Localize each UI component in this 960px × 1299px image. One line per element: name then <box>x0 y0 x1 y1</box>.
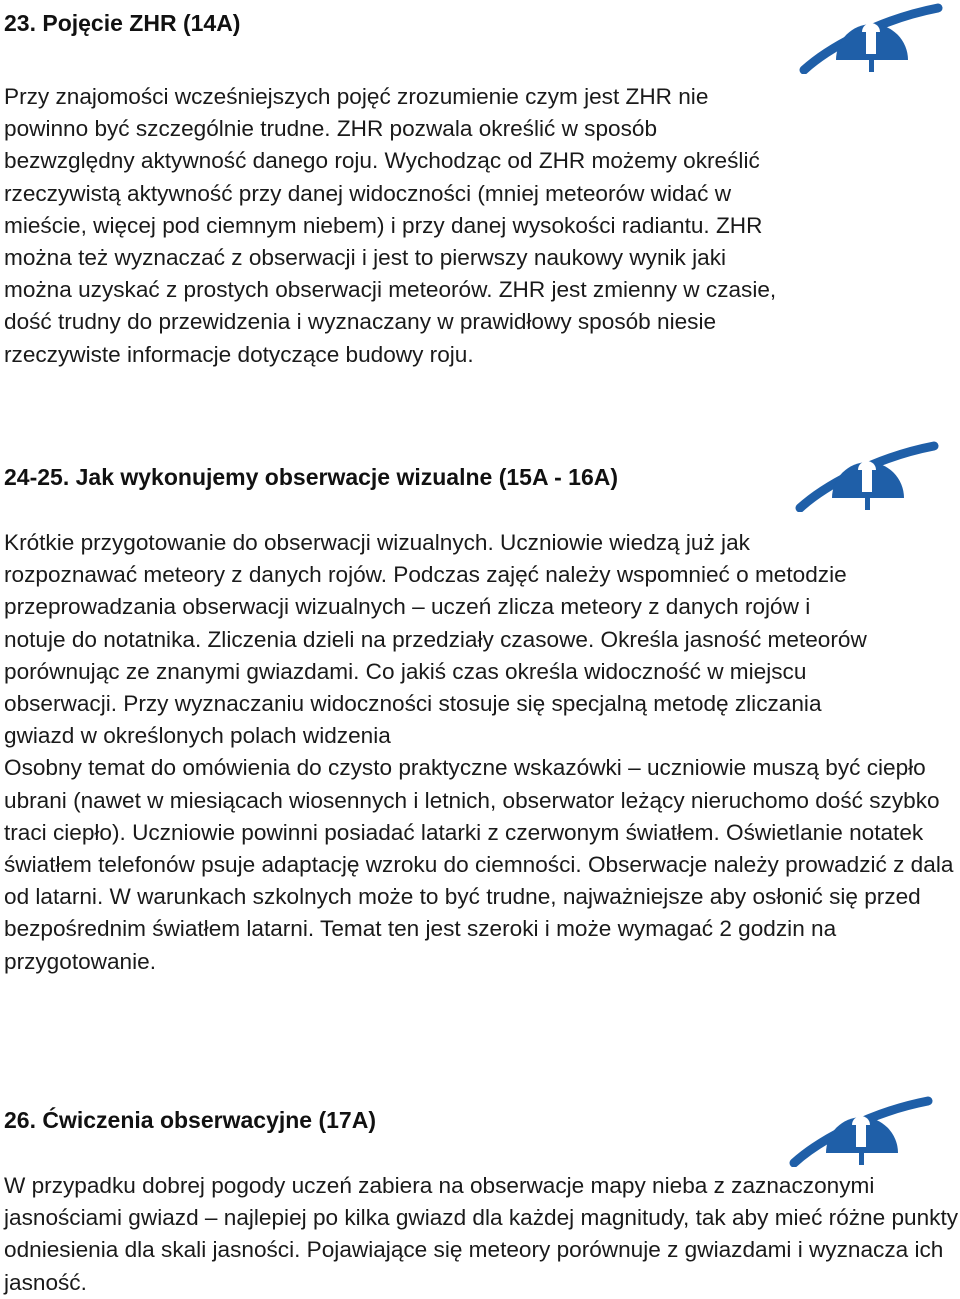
observatory-planet-logo-icon <box>786 1095 936 1167</box>
section-paragraph: Przy znajomości wcześniejszych pojęć zrozumienie czym jest ZHR nie powinno być szczególnie trudne. ZHR pozwala określić w sposób bezwzględny aktywność danego roju. Wychodząc od ZHR możemy określić rzeczywistą aktywność przy danej widoczności (mniej meteorów widać w mieście, więcej pod ciemnym niebem) i przy danej wysokości radiantu. ZHR można też wyznaczać z obserwacji i jest to pierwszy naukowy wynik jaki można uzyskać z prostych obserwacji meteorów. ZHR jest zmienny w czasie, dość trudny do przewidzenia i wyznaczany w prawidłowy sposób niesie rzeczywiste informacje dotyczące budowy roju. <box>4 84 777 367</box>
section-paragraph: Krótkie przygotowanie do obserwacji wizualnych. Uczniowie wiedzą już jak rozpoznawać meteory z danych rojów. Podczas zajęć należy wspomnieć o metodzie przeprowadzania obserwacji wizualnych – uczeń zlicza meteory z danych rojów i notuje do notatnika. Zliczenia dzieli na przedziały czasowe. Określa jasność meteorów porównując ze znanymi gwiazdami. Co jakiś czas określa widoczność w miejscu obserwacji. Przy wyznaczaniu widoczności stosuje się specjalną metodę zliczania gwiazd w określonych polach widzenia <box>4 530 867 749</box>
section-paragraph: W przypadku dobrej pogody uczeń zabiera na obserwacje mapy nieba z zaznaczonymi jasnościami gwiazd – najlepiej po kilka gwiazd dla każdej magnitudy, tak aby mieć różne punkty odniesienia dla skali jasności. Pojawiające się meteory porównuje z gwiazdami i wyznacza ich jasność. <box>4 1173 959 1295</box>
section-paragraph: Osobny temat do omówienia do czysto praktyczne wskazówki – uczniowie muszą być ciepło ubrani (nawet w miesiącach wiosennych i letnich, obserwator leżący nieruchomo dość szybko traci ciepło). Uczniowie powinni posiadać latarki z czerwonym światłem. Oświetlanie notatek światłem telefonów psuje adaptację wzroku do ciemności. Obserwacje należy prowadzić z dala od latarni. W warunkach szkolnych może to być trudne, najważniejsze aby osłonić się przed bezpośrednim światłem latarni. Temat ten jest szeroki i może wymagać 2 godzin na przygotowanie. <box>4 755 954 974</box>
observatory-planet-logo-icon <box>796 2 946 74</box>
observatory-planet-logo-icon <box>792 440 942 512</box>
section-visual-observations <box>4 462 960 978</box>
section-heading: 24-25. Jak wykonujemy obserwacje wizualne (15A - 16A) <box>4 464 619 490</box>
section-heading: 26. Ćwiczenia obserwacyjne (17A) <box>4 1107 376 1133</box>
section-heading: 23. Pojęcie ZHR (14A) <box>4 10 241 36</box>
